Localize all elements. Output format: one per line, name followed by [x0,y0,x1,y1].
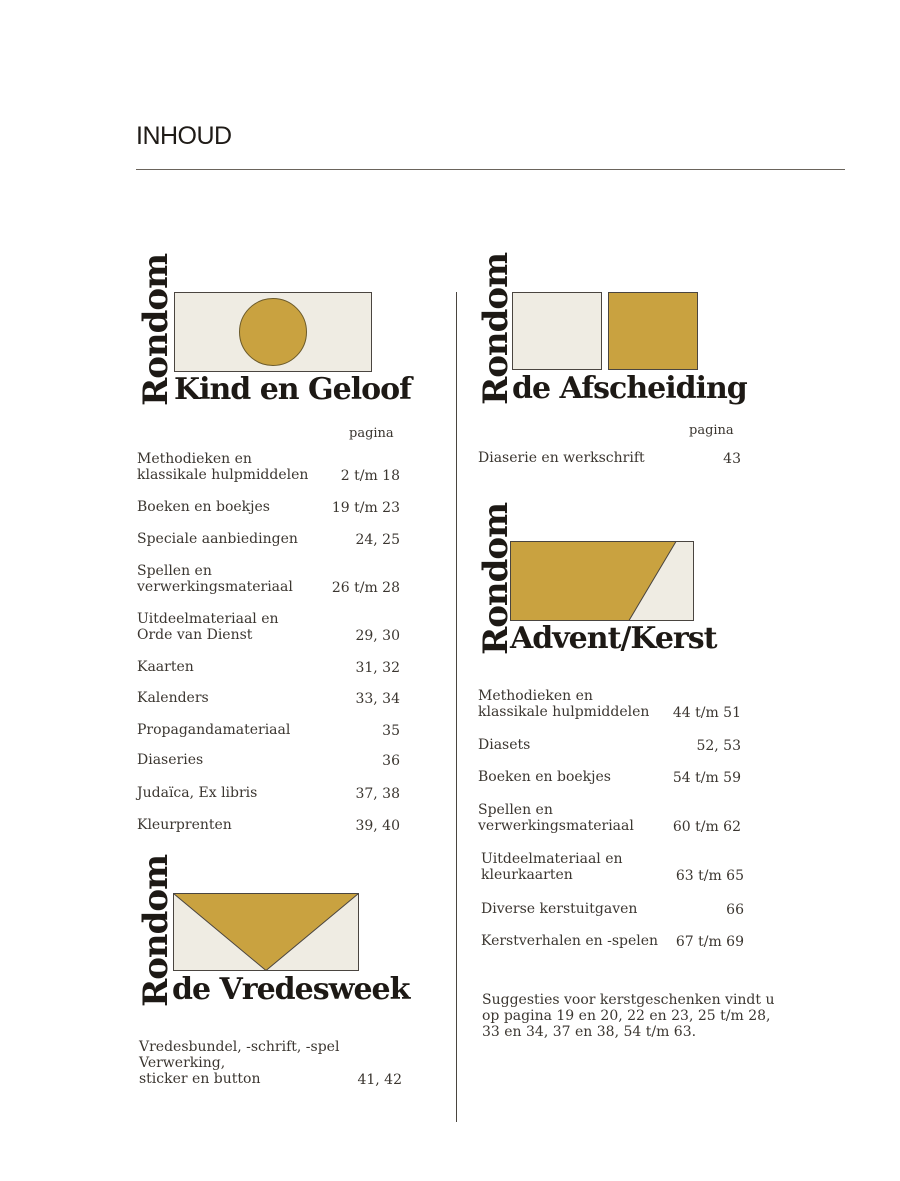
toc-label: Spellen en verwerkingsmateriaal [478,802,634,834]
toc-row [137,499,400,516]
toc-page: 67 t/m 69 [675,934,744,950]
triangle-envelope-icon [173,893,359,971]
toc-page: 43 [723,451,741,467]
toc-page: 31, 32 [355,660,400,676]
toc-row [139,1039,402,1088]
toc-page: 26 t/m 28 [331,580,400,596]
column-divider [456,292,457,1122]
toc-label: Kalenders [137,690,209,706]
logo-rondom-label: Rondom [136,253,176,406]
logo-rondom-label: Rondom [136,854,176,1007]
toc-row [481,901,744,918]
toc-page: 2 t/m 18 [340,468,400,484]
toc-label: Diasets [478,737,531,753]
toc-label: Kaarten [137,659,194,675]
toc-page: 41, 42 [357,1072,402,1088]
toc-row [481,851,744,884]
toc-page: 54 t/m 59 [672,770,741,786]
toc-row [478,450,741,467]
toc-page: 44 t/m 51 [672,705,741,721]
logo-section-title: Advent/Kerst [510,621,717,656]
toc-row [137,752,400,769]
title-rule [136,169,845,170]
toc-label: Diaserie en werkschrift [478,450,645,466]
toc-row [478,769,741,786]
toc-page: 36 [382,753,400,769]
toc-label: Diverse kerstuitgaven [481,901,638,917]
toc-page: 63 t/m 65 [675,868,744,884]
toc-row [481,933,744,950]
toc-row [478,802,741,835]
toc-label: Spellen en verwerkingsmateriaal [137,563,293,595]
toc-page: 66 [726,902,744,918]
toc-label: Speciale aanbiedingen [137,531,298,547]
pagina-header: pagina [689,423,734,438]
toc-page: 19 t/m 23 [331,500,400,516]
toc-label: Propagandamateriaal [137,722,291,738]
toc-row [137,690,400,707]
toc-page: 39, 40 [355,818,400,834]
toc-row [137,563,400,596]
toc-label: Judaïca, Ex libris [137,785,258,801]
toc-label: Uitdeelmateriaal en Orde van Dienst [137,611,279,643]
toc-label: Uitdeelmateriaal en kleurkaarten [481,851,623,883]
gift-suggestions-note: Suggesties voor kerstgeschenken vindt u op pagina 19 en 20, 22 en 23, 25 t/m 28, 33 en 34, 37 en 38, 54 t/m 63. [482,992,775,1040]
pagina-header: pagina [349,426,394,441]
logo-section-title: de Vredesweek [172,972,410,1007]
gold-square-icon [608,292,698,370]
toc-label: Boeken en boekjes [137,499,270,515]
logo-section-title: Kind en Geloof [174,372,412,407]
split-rectangle-icon [510,541,694,621]
toc-row [137,722,400,739]
toc-label: Boeken en boekjes [478,769,611,785]
cream-square-icon [512,292,602,370]
gold-circle-icon [239,298,307,366]
toc-label: Kleurprenten [137,817,232,833]
toc-page: 37, 38 [355,786,400,802]
toc-label: Kerstverhalen en -spelen [481,933,659,949]
page-title: INHOUD [136,122,232,150]
toc-row [137,785,400,802]
toc-label: Vredesbundel, -schrift, -spel Verwerking, sticker en button [139,1039,340,1087]
toc-row [137,451,400,484]
logo-rondom-label: Rondom [476,502,516,655]
toc-label: Methodieken en klassikale hulpmiddelen [478,688,650,720]
toc-row [137,817,400,834]
toc-row [137,611,400,644]
toc-row [478,737,741,754]
toc-row [137,659,400,676]
toc-label: Diaseries [137,752,204,768]
toc-page: 35 [382,723,400,739]
toc-page: 52, 53 [696,738,741,754]
logo-rondom-label: Rondom [476,252,516,405]
toc-page: 24, 25 [355,532,400,548]
toc-row [137,531,400,548]
logo-section-title: de Afscheiding [512,371,747,406]
toc-page: 60 t/m 62 [672,819,741,835]
toc-label: Methodieken en klassikale hulpmiddelen [137,451,309,483]
toc-row [478,688,741,721]
toc-page: 33, 34 [355,691,400,707]
toc-page: 29, 30 [355,628,400,644]
